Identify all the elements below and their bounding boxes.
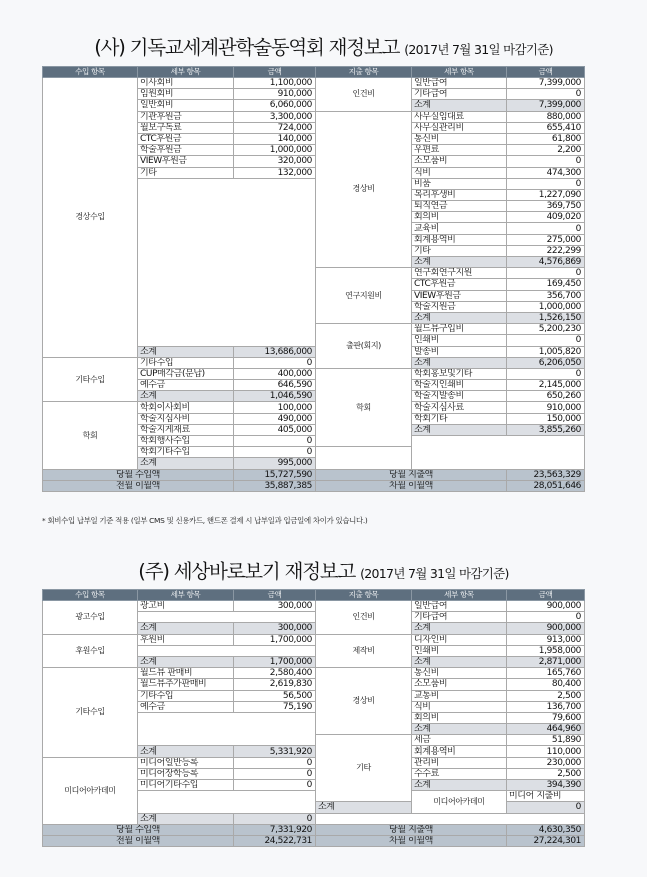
label-cell: 세금 — [412, 735, 507, 746]
amount-cell: 56,500 — [234, 690, 316, 701]
amount-cell: 394,390 — [507, 780, 585, 791]
amount-cell: 2,200 — [507, 145, 585, 156]
label-cell: 학회기타 — [412, 413, 507, 424]
amount-cell: 51,890 — [507, 735, 585, 746]
label-cell: 학회이사회비 — [138, 402, 234, 413]
amount-cell: 2,619,830 — [234, 679, 316, 690]
label-cell: 학술지심사료 — [412, 402, 507, 413]
label-cell: 비품 — [412, 178, 507, 189]
amount-cell: 금액 — [234, 590, 316, 601]
amount-cell: 2,500 — [507, 768, 585, 779]
total-row — [43, 835, 585, 846]
label-cell: 미디어장학등록 — [138, 768, 234, 779]
label-cell: 회의비 — [412, 712, 507, 723]
label-cell: CTC후원금 — [412, 279, 507, 290]
label-cell: 우편료 — [412, 145, 507, 156]
table-header — [43, 67, 585, 78]
label-cell: CUP매각금(분납) — [138, 368, 234, 379]
amount-cell: 차월 이월액 — [316, 835, 507, 846]
amount-cell: 165,760 — [507, 668, 585, 679]
label-cell: 후원수입 — [43, 634, 138, 668]
amount-cell: 0 — [234, 813, 316, 824]
label-cell: 관리비 — [412, 757, 507, 768]
amount-cell: 0 — [234, 757, 316, 768]
amount-cell: 405,000 — [234, 424, 316, 435]
amount-cell: 100,000 — [234, 402, 316, 413]
amount-cell: 7,399,000 — [507, 100, 585, 111]
amount-cell: 300,000 — [234, 601, 316, 612]
amount-cell: 4,576,869 — [507, 257, 585, 268]
amount-cell: 169,450 — [507, 279, 585, 290]
label-cell: 학술지심사비 — [138, 413, 234, 424]
total-row — [43, 480, 585, 491]
label-cell: 교육비 — [412, 223, 507, 234]
label-cell: 기타급여 — [412, 89, 507, 100]
amount-cell: 7,399,000 — [507, 78, 585, 89]
label-cell: 소모품비 — [412, 156, 507, 167]
amount-cell: 1,000,000 — [507, 301, 585, 312]
amount-cell: 1,227,090 — [507, 189, 585, 200]
label-cell: 디자인비 — [412, 634, 507, 645]
amount-cell: 910,000 — [507, 402, 585, 413]
amount-cell: 13,686,000 — [234, 346, 316, 357]
label-cell: 일반급여 — [412, 78, 507, 89]
amount-cell: 409,020 — [507, 212, 585, 223]
label-cell: 월드뷰 판매비 — [138, 668, 234, 679]
report1-table — [42, 66, 585, 492]
amount-cell: 2,145,000 — [507, 380, 585, 391]
amount-cell: 0 — [507, 612, 585, 623]
label-cell: 발송비 — [412, 346, 507, 357]
table-row — [43, 402, 585, 413]
label-cell: 소계 — [412, 424, 507, 435]
table-row — [43, 78, 585, 89]
amount-cell: 0 — [234, 357, 316, 368]
blank-cell — [138, 791, 316, 813]
report2-title: (주) 세상바로보기 재정보고 (2017년 7월 31일 마감기준) — [138, 560, 509, 583]
total-row — [43, 824, 585, 835]
amount-cell: 356,700 — [507, 290, 585, 301]
table-row — [43, 601, 585, 612]
amount-cell: 6,060,000 — [234, 100, 316, 111]
amount-cell: 140,000 — [234, 133, 316, 144]
label-cell: 소계 — [138, 458, 234, 469]
label-cell: 복리후생비 — [412, 189, 507, 200]
blank-cell — [412, 436, 585, 470]
amount-cell: 차월 이월액 — [316, 480, 507, 491]
amount-cell: 0 — [507, 802, 585, 813]
amount-cell: 900,000 — [507, 601, 585, 612]
label-cell: 기타수입 — [43, 668, 138, 758]
amount-cell: 0 — [507, 156, 585, 167]
label-cell: 퇴직연금 — [412, 201, 507, 212]
amount-cell: 1,958,000 — [507, 645, 585, 656]
label-cell: 경상비 — [316, 668, 412, 735]
label-cell: 교통비 — [412, 690, 507, 701]
label-cell: VIEW후원금 — [138, 156, 234, 167]
report1-title: (사) 기독교세계관학술동역회 재정보고 (2017년 7월 31일 마감기준) — [94, 36, 553, 59]
label-cell: 회의비 — [412, 212, 507, 223]
amount-cell: 0 — [234, 780, 316, 791]
label-cell: 소계 — [412, 623, 507, 634]
amount-cell: 3,855,260 — [507, 424, 585, 435]
amount-cell: 910,000 — [234, 89, 316, 100]
label-cell: 지출 항목 — [316, 590, 412, 601]
label-cell: 학술지원금 — [412, 301, 507, 312]
label-cell: 학술후원금 — [138, 145, 234, 156]
label-cell: 사무실관리비 — [412, 122, 507, 133]
table-row — [43, 357, 585, 368]
amount-cell: 110,000 — [507, 746, 585, 757]
label-cell: 소계 — [412, 357, 507, 368]
amount-cell: 1,046,590 — [234, 391, 316, 402]
label-cell: 일반회비 — [138, 100, 234, 111]
label-cell: 월드뷰추가판매비 — [138, 679, 234, 690]
label-cell: 기타수입 — [138, 690, 234, 701]
amount-cell: 당월 지출액 — [316, 824, 507, 835]
amount-cell: 23,563,329 — [507, 469, 585, 480]
label-cell: 기타수입 — [138, 357, 234, 368]
label-cell: 인건비 — [316, 601, 412, 635]
expense-category: 학회 — [316, 368, 412, 446]
amount-cell: 15,727,590 — [234, 469, 316, 480]
label-cell: 학술지발송비 — [412, 391, 507, 402]
label-cell: 소계 — [412, 257, 507, 268]
label-cell: 인쇄비 — [412, 645, 507, 656]
amount-cell: 650,260 — [507, 391, 585, 402]
label-cell: 소계 — [138, 346, 234, 357]
label-cell: VIEW후원금 — [412, 290, 507, 301]
label-cell: 세부 항목 — [412, 67, 507, 78]
amount-cell: 464,960 — [507, 724, 585, 735]
amount-cell: 320,000 — [234, 156, 316, 167]
amount-cell: 79,600 — [507, 712, 585, 723]
label-cell: 학회기타수입 — [138, 447, 234, 458]
amount-cell: 27,224,301 — [507, 835, 585, 846]
label-cell: 소계 — [412, 100, 507, 111]
blank-cell — [138, 178, 316, 346]
amount-cell: 당월 수입액 — [43, 824, 234, 835]
label-cell: 기타급여 — [412, 612, 507, 623]
amount-cell: 490,000 — [234, 413, 316, 424]
amount-cell: 0 — [507, 368, 585, 379]
amount-cell: 900,000 — [507, 623, 585, 634]
amount-cell: 646,590 — [234, 380, 316, 391]
label-cell: 소계 — [138, 656, 234, 667]
expense-category: 연구지원비 — [316, 268, 412, 324]
amount-cell: 474,300 — [507, 167, 585, 178]
label-cell: 미디어아카데미 — [43, 757, 138, 824]
amount-cell: 275,000 — [507, 234, 585, 245]
label-cell: 소모품비 — [412, 679, 507, 690]
report2-table — [42, 589, 585, 847]
amount-cell: 369,750 — [507, 201, 585, 212]
amount-cell: 0 — [507, 223, 585, 234]
amount-cell: 6,206,050 — [507, 357, 585, 368]
label-cell: 광고수입 — [43, 601, 138, 635]
amount-cell: 724,000 — [234, 122, 316, 133]
label-cell: 월드뷰구입비 — [412, 324, 507, 335]
label-cell: 세부 항목 — [138, 67, 234, 78]
amount-cell: 4,630,350 — [507, 824, 585, 835]
table-header — [43, 590, 585, 601]
amount-cell: 1,000,000 — [234, 145, 316, 156]
label-cell: 소계 — [138, 746, 234, 757]
expense-category: 인건비 — [316, 78, 412, 112]
blank-cell — [316, 813, 585, 824]
table-row — [43, 757, 585, 768]
label-cell: 소계 — [138, 391, 234, 402]
label-cell: 광고비 — [138, 601, 234, 612]
label-cell: 소계 — [412, 780, 507, 791]
label-cell: 소계 — [138, 813, 234, 824]
label-cell: 소계 — [316, 802, 412, 813]
label-cell: 예수금 — [138, 380, 234, 391]
label-cell: 수입 항목 — [43, 590, 138, 601]
label-cell: 소계 — [412, 724, 507, 735]
label-cell: 일반급여 — [412, 601, 507, 612]
amount-cell: 2,871,000 — [507, 656, 585, 667]
amount-cell: 75,190 — [234, 701, 316, 712]
label-cell: 기타 — [412, 245, 507, 256]
label-cell: CTC후원금 — [138, 133, 234, 144]
label-cell: 세부 항목 — [138, 590, 234, 601]
footnote: * 회비수입 납부일 기준 적용 (일부 CMS 및 신용카드, 핸드폰 결제 시 납부일과 입금일에 차이가 있습니다.) — [42, 516, 368, 525]
label-cell: 학술지인쇄비 — [412, 380, 507, 391]
table-row — [43, 634, 585, 645]
label-cell: 소계 — [138, 623, 234, 634]
label-cell: 인쇄비 — [412, 335, 507, 346]
amount-cell: 5,331,920 — [234, 746, 316, 757]
amount-cell: 당월 지출액 — [316, 469, 507, 480]
amount-cell: 400,000 — [234, 368, 316, 379]
amount-cell: 132,000 — [234, 167, 316, 178]
total-row — [43, 469, 585, 480]
label-cell: 제작비 — [316, 634, 412, 668]
amount-cell: 금액 — [507, 590, 585, 601]
amount-cell: 880,000 — [507, 111, 585, 122]
label-cell: 미디어일반등록 — [138, 757, 234, 768]
amount-cell: 0 — [507, 89, 585, 100]
blank-cell — [138, 612, 316, 623]
label-cell: 수입 항목 — [43, 67, 138, 78]
amount-cell: 1,700,000 — [234, 656, 316, 667]
label-cell: 식비 — [412, 701, 507, 712]
amount-cell: 0 — [507, 335, 585, 346]
label-cell: 기관후원금 — [138, 111, 234, 122]
amount-cell: 35,887,385 — [234, 480, 316, 491]
label-cell: 회계용역비 — [412, 234, 507, 245]
amount-cell: 5,200,230 — [507, 324, 585, 335]
label-cell: 미디어아카데미 — [412, 791, 507, 813]
income-category: 경상수입 — [43, 78, 138, 358]
table-row — [43, 668, 585, 679]
amount-cell: 28,051,646 — [507, 480, 585, 491]
amount-cell: 0 — [507, 268, 585, 279]
label-cell: 미디어기타수입 — [138, 780, 234, 791]
amount-cell: 24,522,731 — [234, 835, 316, 846]
amount-cell: 222,299 — [507, 245, 585, 256]
label-cell: 회계용역비 — [412, 746, 507, 757]
amount-cell: 전월 이월액 — [43, 480, 234, 491]
amount-cell: 금액 — [507, 67, 585, 78]
amount-cell: 300,000 — [234, 623, 316, 634]
label-cell: 세부 항목 — [412, 590, 507, 601]
label-cell: 수수료 — [412, 768, 507, 779]
expense-category: 경상비 — [316, 111, 412, 268]
amount-cell: 전월 이월액 — [43, 835, 234, 846]
amount-cell: 136,700 — [507, 701, 585, 712]
amount-cell: 0 — [507, 178, 585, 189]
label-cell: 통신비 — [412, 668, 507, 679]
amount-cell: 1,700,000 — [234, 634, 316, 645]
label-cell: 학회행사수입 — [138, 436, 234, 447]
amount-cell: 0 — [234, 436, 316, 447]
income-category: 학회 — [43, 402, 138, 469]
amount-cell: 당월 수입액 — [43, 469, 234, 480]
label-cell: 학회홍보및기타 — [412, 368, 507, 379]
amount-cell: 1,526,150 — [507, 312, 585, 323]
label-cell: 식비 — [412, 167, 507, 178]
expense-category: 출판(회지) — [316, 324, 412, 369]
blank-cell — [138, 645, 316, 656]
amount-cell: 1,100,000 — [234, 78, 316, 89]
label-cell: 통신비 — [412, 133, 507, 144]
label-cell: 이사회비 — [138, 78, 234, 89]
label-cell: 소계 — [412, 656, 507, 667]
amount-cell: 0 — [234, 447, 316, 458]
label-cell: 후원비 — [138, 634, 234, 645]
amount-cell: 80,400 — [507, 679, 585, 690]
label-cell: 연구회연구지원 — [412, 268, 507, 279]
amount-cell: 655,410 — [507, 122, 585, 133]
label-cell: 임원회비 — [138, 89, 234, 100]
amount-cell: 7,331,920 — [234, 824, 316, 835]
label-cell: 학술지게재료 — [138, 424, 234, 435]
amount-cell: 995,000 — [234, 458, 316, 469]
amount-cell: 150,000 — [507, 413, 585, 424]
amount-cell: 0 — [234, 768, 316, 779]
label-cell: 미디어 지출비 — [507, 791, 585, 802]
label-cell: 월보구독료 — [138, 122, 234, 133]
amount-cell: 1,005,820 — [507, 346, 585, 357]
amount-cell: 230,000 — [507, 757, 585, 768]
label-cell: 지출 항목 — [316, 67, 412, 78]
blank-cell — [138, 712, 316, 746]
amount-cell: 913,000 — [507, 634, 585, 645]
amount-cell: 61,800 — [507, 133, 585, 144]
label-cell: 기타 — [138, 167, 234, 178]
label-cell: 기타 — [316, 735, 412, 802]
label-cell: 소계 — [412, 312, 507, 323]
label-cell: 예수금 — [138, 701, 234, 712]
amount-cell: 3,300,000 — [234, 111, 316, 122]
amount-cell: 금액 — [234, 67, 316, 78]
income-category: 기타수입 — [43, 357, 138, 402]
amount-cell: 2,580,400 — [234, 668, 316, 679]
amount-cell: 2,500 — [507, 690, 585, 701]
label-cell: 사무실임대료 — [412, 111, 507, 122]
